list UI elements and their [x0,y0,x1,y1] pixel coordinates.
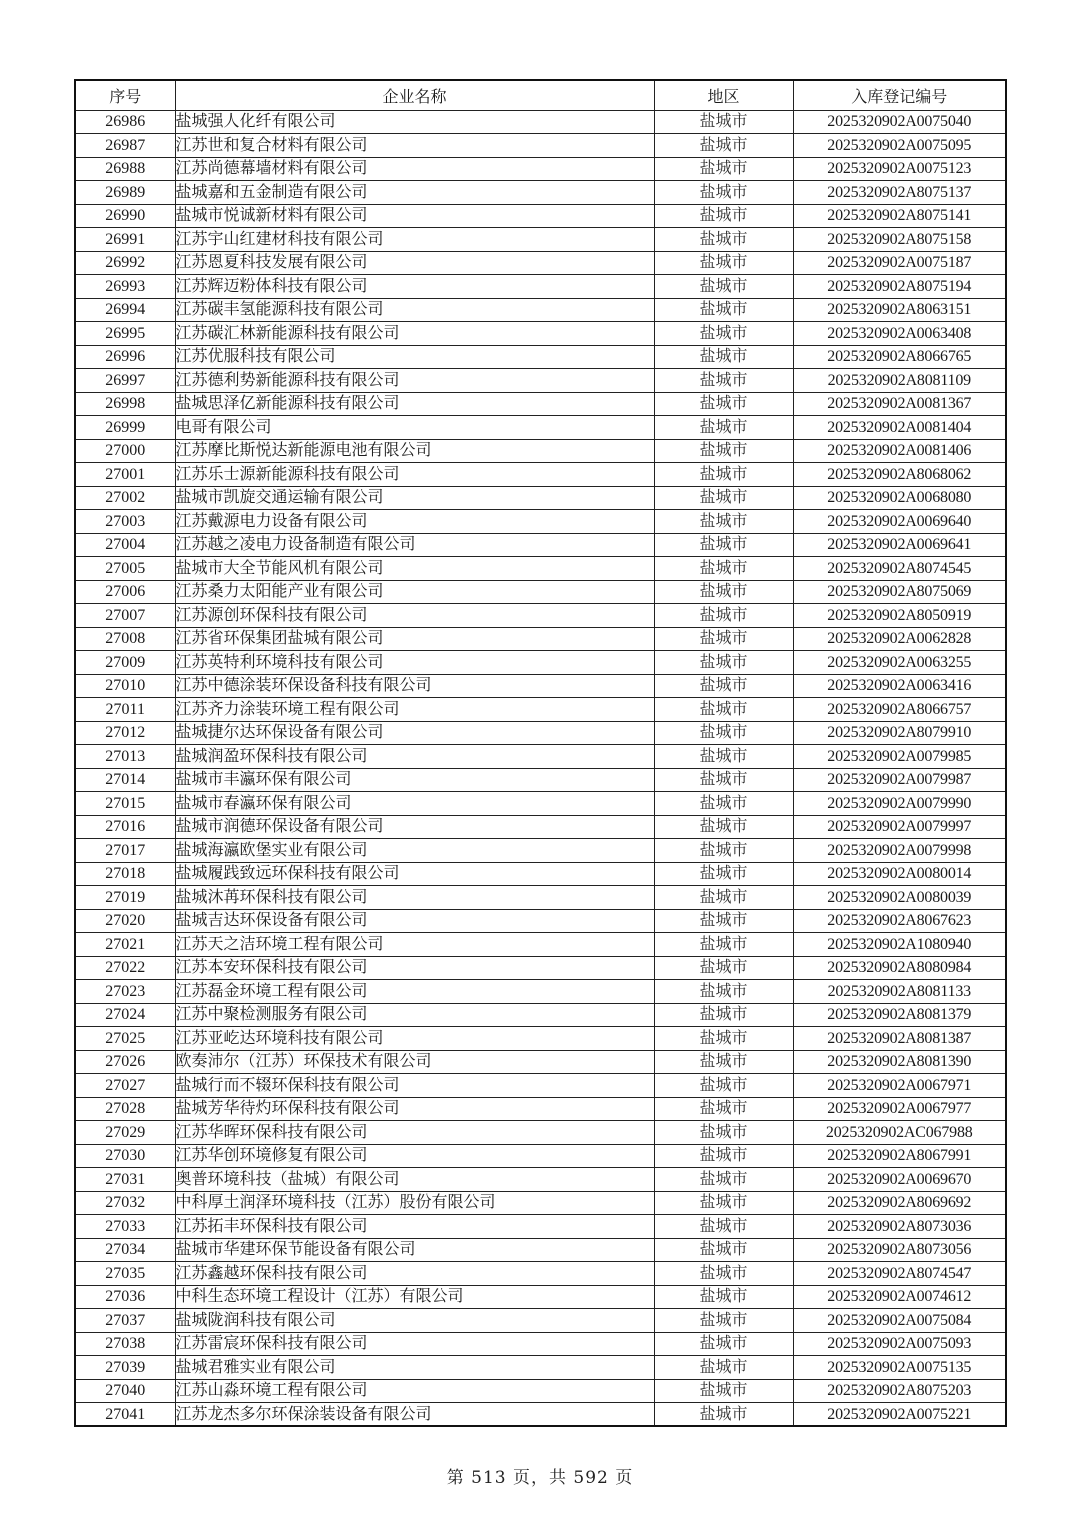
row-company-name: 江苏优服科技有限公司 [175,345,654,369]
row-company-name: 江苏雷宸环保科技有限公司 [175,1332,654,1356]
row-seq: 27004 [75,533,175,557]
row-registration-code: 2025320902A8081379 [793,1003,1006,1027]
row-registration-code: 2025320902A8067623 [793,909,1006,933]
row-region: 盐城市 [654,1379,793,1403]
page-number: 第 513 页，共 592 页 [446,1468,634,1488]
row-company-name: 江苏中德涂装环保设备科技有限公司 [175,674,654,698]
row-registration-code: 2025320902A0068080 [793,486,1006,510]
row-company-name: 盐城履践致远环保科技有限公司 [175,862,654,886]
row-registration-code: 2025320902A8079910 [793,721,1006,745]
row-region: 盐城市 [654,486,793,510]
row-registration-code: 2025320902A8075137 [793,181,1006,205]
row-region: 盐城市 [654,1144,793,1168]
row-registration-code: 2025320902A0069670 [793,1168,1006,1192]
row-seq: 26999 [75,416,175,440]
row-registration-code: 2025320902A0080014 [793,862,1006,886]
row-seq: 27039 [75,1356,175,1380]
table-row [75,1121,1006,1145]
table-row [75,1309,1006,1333]
row-region: 盐城市 [654,557,793,581]
row-seq: 27023 [75,980,175,1004]
row-region: 盐城市 [654,980,793,1004]
row-company-name: 盐城芳华待灼环保科技有限公司 [175,1097,654,1121]
row-region: 盐城市 [654,392,793,416]
row-region: 盐城市 [654,1285,793,1309]
row-region: 盐城市 [654,1074,793,1098]
row-registration-code: 2025320902A0063416 [793,674,1006,698]
row-seq: 27003 [75,510,175,534]
table-row [75,698,1006,722]
row-region: 盐城市 [654,674,793,698]
row-registration-code: 2025320902A0063255 [793,651,1006,675]
row-seq: 27016 [75,815,175,839]
table-row [75,392,1006,416]
row-region: 盐城市 [654,1121,793,1145]
row-company-name: 盐城君雅实业有限公司 [175,1356,654,1380]
row-registration-code: 2025320902A8075141 [793,204,1006,228]
row-region: 盐城市 [654,698,793,722]
table-row [75,204,1006,228]
row-seq: 26987 [75,134,175,158]
table-row [75,580,1006,604]
row-region: 盐城市 [654,1215,793,1239]
table-row [75,792,1006,816]
row-region: 盐城市 [654,721,793,745]
row-registration-code: 2025320902A8081109 [793,369,1006,393]
row-company-name: 江苏磊金环境工程有限公司 [175,980,654,1004]
row-company-name: 江苏英特利环境科技有限公司 [175,651,654,675]
table-row [75,486,1006,510]
row-registration-code: 2025320902A0075221 [793,1403,1006,1427]
row-company-name: 江苏齐力涂装环境工程有限公司 [175,698,654,722]
header-row [75,80,1006,110]
table-row [75,862,1006,886]
row-seq: 27019 [75,886,175,910]
row-registration-code: 2025320902A0074612 [793,1285,1006,1309]
table-row [75,745,1006,769]
row-region: 盐城市 [654,157,793,181]
table-row [75,322,1006,346]
table-row [75,674,1006,698]
row-seq: 26996 [75,345,175,369]
row-registration-code: 2025320902A0069641 [793,533,1006,557]
row-region: 盐城市 [654,181,793,205]
row-seq: 27012 [75,721,175,745]
table-row [75,416,1006,440]
row-region: 盐城市 [654,1003,793,1027]
row-region: 盐城市 [654,627,793,651]
table-row [75,463,1006,487]
table-row [75,1144,1006,1168]
row-region: 盐城市 [654,815,793,839]
row-region: 盐城市 [654,1403,793,1427]
row-seq: 26986 [75,110,175,134]
row-registration-code: 2025320902A8075158 [793,228,1006,252]
row-region: 盐城市 [654,651,793,675]
row-seq: 27020 [75,909,175,933]
row-company-name: 江苏华创环境修复有限公司 [175,1144,654,1168]
table-row [75,251,1006,275]
table-row [75,956,1006,980]
row-seq: 27021 [75,933,175,957]
row-seq: 26988 [75,157,175,181]
row-company-name: 盐城思泽亿新能源科技有限公司 [175,392,654,416]
row-seq: 26994 [75,298,175,322]
row-registration-code: 2025320902A0075093 [793,1332,1006,1356]
row-seq: 27032 [75,1191,175,1215]
row-region: 盐城市 [654,345,793,369]
row-registration-code: 2025320902A0075123 [793,157,1006,181]
row-company-name: 盐城市大全节能风机有限公司 [175,557,654,581]
row-seq: 27005 [75,557,175,581]
row-company-name: 江苏拓丰环保科技有限公司 [175,1215,654,1239]
row-company-name: 中科生态环境工程设计（江苏）有限公司 [175,1285,654,1309]
row-company-name: 江苏桑力太阳能产业有限公司 [175,580,654,604]
row-company-name: 江苏亚屹达环境科技有限公司 [175,1027,654,1051]
table-row [75,1332,1006,1356]
row-company-name: 江苏摩比斯悦达新能源电池有限公司 [175,439,654,463]
row-company-name: 江苏碳汇林新能源科技有限公司 [175,322,654,346]
row-seq: 27018 [75,862,175,886]
row-region: 盐城市 [654,1191,793,1215]
row-region: 盐城市 [654,1168,793,1192]
row-company-name: 江苏中聚检测服务有限公司 [175,1003,654,1027]
row-company-name: 电哥有限公司 [175,416,654,440]
table-row [75,1403,1006,1427]
row-company-name: 中科厚土润泽环境科技（江苏）股份有限公司 [175,1191,654,1215]
row-registration-code: 2025320902A0079985 [793,745,1006,769]
row-registration-code: 2025320902A8063151 [793,298,1006,322]
row-seq: 27027 [75,1074,175,1098]
row-region: 盐城市 [654,1356,793,1380]
row-registration-code: 2025320902A8074547 [793,1262,1006,1286]
table-body [75,110,1006,1426]
row-registration-code: 2025320902A8067991 [793,1144,1006,1168]
row-seq: 26993 [75,275,175,299]
table-row [75,1003,1006,1027]
table-row [75,510,1006,534]
table-row [75,815,1006,839]
row-company-name: 江苏源创环保科技有限公司 [175,604,654,628]
row-region: 盐城市 [654,1332,793,1356]
row-region: 盐城市 [654,1027,793,1051]
row-company-name: 江苏碳丰氢能源科技有限公司 [175,298,654,322]
row-seq: 26992 [75,251,175,275]
row-region: 盐城市 [654,580,793,604]
row-registration-code: 2025320902A0081404 [793,416,1006,440]
row-company-name: 江苏辉迈粉体科技有限公司 [175,275,654,299]
row-company-name: 奥普环境科技（盐城）有限公司 [175,1168,654,1192]
row-registration-code: 2025320902A0063408 [793,322,1006,346]
row-seq: 27022 [75,956,175,980]
row-region: 盐城市 [654,416,793,440]
row-company-name: 江苏德利势新能源科技有限公司 [175,369,654,393]
row-seq: 27031 [75,1168,175,1192]
row-seq: 27040 [75,1379,175,1403]
row-company-name: 江苏省环保集团盐城有限公司 [175,627,654,651]
header-company-name: 企业名称 [175,80,654,110]
row-region: 盐城市 [654,275,793,299]
table-row [75,439,1006,463]
table-header [75,80,1006,110]
row-seq: 27010 [75,674,175,698]
row-seq: 27014 [75,768,175,792]
row-seq: 27037 [75,1309,175,1333]
row-company-name: 盐城市凯旋交通运输有限公司 [175,486,654,510]
row-registration-code: 2025320902A0067971 [793,1074,1006,1098]
row-seq: 27036 [75,1285,175,1309]
row-region: 盐城市 [654,1238,793,1262]
row-seq: 27017 [75,839,175,863]
table-row [75,228,1006,252]
row-registration-code: 2025320902A8081133 [793,980,1006,1004]
row-seq: 27009 [75,651,175,675]
row-registration-code: 2025320902A8068062 [793,463,1006,487]
table-row [75,345,1006,369]
row-region: 盐城市 [654,886,793,910]
row-region: 盐城市 [654,839,793,863]
table-row [75,1097,1006,1121]
row-seq: 27028 [75,1097,175,1121]
row-registration-code: 2025320902A8050919 [793,604,1006,628]
row-company-name: 盐城海瀛欧堡实业有限公司 [175,839,654,863]
row-registration-code: 2025320902A8073056 [793,1238,1006,1262]
row-company-name: 盐城润盈环保科技有限公司 [175,745,654,769]
row-region: 盐城市 [654,604,793,628]
row-region: 盐城市 [654,369,793,393]
row-seq: 26997 [75,369,175,393]
table-row [75,369,1006,393]
row-region: 盐城市 [654,933,793,957]
row-seq: 27041 [75,1403,175,1427]
row-seq: 27006 [75,580,175,604]
header-region: 地区 [654,80,793,110]
table-row [75,1356,1006,1380]
row-registration-code: 2025320902A8066765 [793,345,1006,369]
row-company-name: 盐城沐苒环保科技有限公司 [175,886,654,910]
row-registration-code: 2025320902A0079997 [793,815,1006,839]
table-row [75,1262,1006,1286]
row-region: 盐城市 [654,463,793,487]
row-seq: 27025 [75,1027,175,1051]
row-company-name: 江苏山淼环境工程有限公司 [175,1379,654,1403]
row-region: 盐城市 [654,110,793,134]
row-registration-code: 2025320902A0075095 [793,134,1006,158]
row-registration-code: 2025320902A8081390 [793,1050,1006,1074]
row-seq: 27013 [75,745,175,769]
table-row [75,1379,1006,1403]
row-region: 盐城市 [654,1050,793,1074]
row-region: 盐城市 [654,768,793,792]
row-region: 盐城市 [654,134,793,158]
row-region: 盐城市 [654,533,793,557]
table-row [75,1050,1006,1074]
row-region: 盐城市 [654,862,793,886]
table-row [75,110,1006,134]
table-row [75,181,1006,205]
row-region: 盐城市 [654,510,793,534]
row-company-name: 江苏乐士源新能源科技有限公司 [175,463,654,487]
row-registration-code: 2025320902A8069692 [793,1191,1006,1215]
row-registration-code: 2025320902A0080039 [793,886,1006,910]
table-row [75,1191,1006,1215]
row-region: 盐城市 [654,439,793,463]
row-registration-code: 2025320902A0079987 [793,768,1006,792]
row-registration-code: 2025320902A0062828 [793,627,1006,651]
row-registration-code: 2025320902AC067988 [793,1121,1006,1145]
registry-table [74,79,1007,1427]
row-region: 盐城市 [654,745,793,769]
row-registration-code: 2025320902A0075187 [793,251,1006,275]
row-seq: 26990 [75,204,175,228]
row-region: 盐城市 [654,909,793,933]
table-row [75,557,1006,581]
table-row [75,886,1006,910]
row-seq: 27015 [75,792,175,816]
row-registration-code: 2025320902A8066757 [793,698,1006,722]
row-seq: 27033 [75,1215,175,1239]
row-region: 盐城市 [654,251,793,275]
table-row [75,768,1006,792]
row-seq: 27034 [75,1238,175,1262]
row-company-name: 盐城市春瀛环保有限公司 [175,792,654,816]
table-row [75,933,1006,957]
row-registration-code: 2025320902A0081406 [793,439,1006,463]
row-company-name: 江苏越之凌电力设备制造有限公司 [175,533,654,557]
row-company-name: 盐城市丰瀛环保有限公司 [175,768,654,792]
row-company-name: 江苏恩夏科技发展有限公司 [175,251,654,275]
table-row [75,980,1006,1004]
table-row [75,533,1006,557]
row-company-name: 盐城市润德环保设备有限公司 [175,815,654,839]
row-region: 盐城市 [654,298,793,322]
row-region: 盐城市 [654,204,793,228]
row-region: 盐城市 [654,322,793,346]
row-region: 盐城市 [654,1309,793,1333]
row-region: 盐城市 [654,228,793,252]
row-registration-code: 2025320902A0075040 [793,110,1006,134]
row-seq: 27007 [75,604,175,628]
table-row [75,298,1006,322]
row-company-name: 欧奏沛尔（江苏）环保技术有限公司 [175,1050,654,1074]
row-registration-code: 2025320902A8080984 [793,956,1006,980]
table-row [75,721,1006,745]
row-company-name: 江苏戴源电力设备有限公司 [175,510,654,534]
row-company-name: 盐城市华建环保节能设备有限公司 [175,1238,654,1262]
row-company-name: 盐城陇润科技有限公司 [175,1309,654,1333]
table-row [75,1215,1006,1239]
row-company-name: 盐城行而不辍环保科技有限公司 [175,1074,654,1098]
table-row [75,275,1006,299]
row-seq: 27038 [75,1332,175,1356]
row-company-name: 盐城嘉和五金制造有限公司 [175,181,654,205]
row-seq: 27001 [75,463,175,487]
table-row [75,1285,1006,1309]
row-seq: 27024 [75,1003,175,1027]
table-row [75,627,1006,651]
row-seq: 27011 [75,698,175,722]
row-seq: 27026 [75,1050,175,1074]
table-row [75,1168,1006,1192]
table-row [75,909,1006,933]
row-registration-code: 2025320902A0075135 [793,1356,1006,1380]
table-row [75,1074,1006,1098]
table-row [75,604,1006,628]
header-registration-code: 入库登记编号 [793,80,1006,110]
table-row [75,1238,1006,1262]
row-seq: 26991 [75,228,175,252]
row-region: 盐城市 [654,1097,793,1121]
row-registration-code: 2025320902A0079990 [793,792,1006,816]
table-row [75,134,1006,158]
table-row [75,651,1006,675]
row-registration-code: 2025320902A8073036 [793,1215,1006,1239]
row-company-name: 江苏尚德幕墙材料有限公司 [175,157,654,181]
row-registration-code: 2025320902A8075069 [793,580,1006,604]
row-seq: 27029 [75,1121,175,1145]
row-company-name: 江苏宇山红建材科技有限公司 [175,228,654,252]
header-seq: 序号 [75,80,175,110]
row-company-name: 盐城捷尔达环保设备有限公司 [175,721,654,745]
row-company-name: 江苏鑫越环保科技有限公司 [175,1262,654,1286]
row-company-name: 江苏天之洁环境工程有限公司 [175,933,654,957]
row-company-name: 盐城吉达环保设备有限公司 [175,909,654,933]
table-row [75,1027,1006,1051]
row-registration-code: 2025320902A1080940 [793,933,1006,957]
row-region: 盐城市 [654,792,793,816]
row-region: 盐城市 [654,1262,793,1286]
row-registration-code: 2025320902A8074545 [793,557,1006,581]
row-seq: 26998 [75,392,175,416]
row-registration-code: 2025320902A0079998 [793,839,1006,863]
row-company-name: 江苏华晖环保科技有限公司 [175,1121,654,1145]
row-registration-code: 2025320902A0069640 [793,510,1006,534]
row-seq: 26989 [75,181,175,205]
row-registration-code: 2025320902A8075203 [793,1379,1006,1403]
row-company-name: 盐城市悦诚新材料有限公司 [175,204,654,228]
row-region: 盐城市 [654,956,793,980]
row-seq: 26995 [75,322,175,346]
row-company-name: 江苏龙杰多尔环保涂装设备有限公司 [175,1403,654,1427]
row-registration-code: 2025320902A0081367 [793,392,1006,416]
row-registration-code: 2025320902A8081387 [793,1027,1006,1051]
table-row [75,157,1006,181]
row-registration-code: 2025320902A0067977 [793,1097,1006,1121]
table-row [75,839,1006,863]
row-company-name: 江苏本安环保科技有限公司 [175,956,654,980]
row-seq: 27008 [75,627,175,651]
row-company-name: 盐城强人化纤有限公司 [175,110,654,134]
row-seq: 27002 [75,486,175,510]
row-seq: 27030 [75,1144,175,1168]
row-company-name: 江苏世和复合材料有限公司 [175,134,654,158]
row-registration-code: 2025320902A0075084 [793,1309,1006,1333]
row-seq: 27035 [75,1262,175,1286]
row-registration-code: 2025320902A8075194 [793,275,1006,299]
row-seq: 27000 [75,439,175,463]
